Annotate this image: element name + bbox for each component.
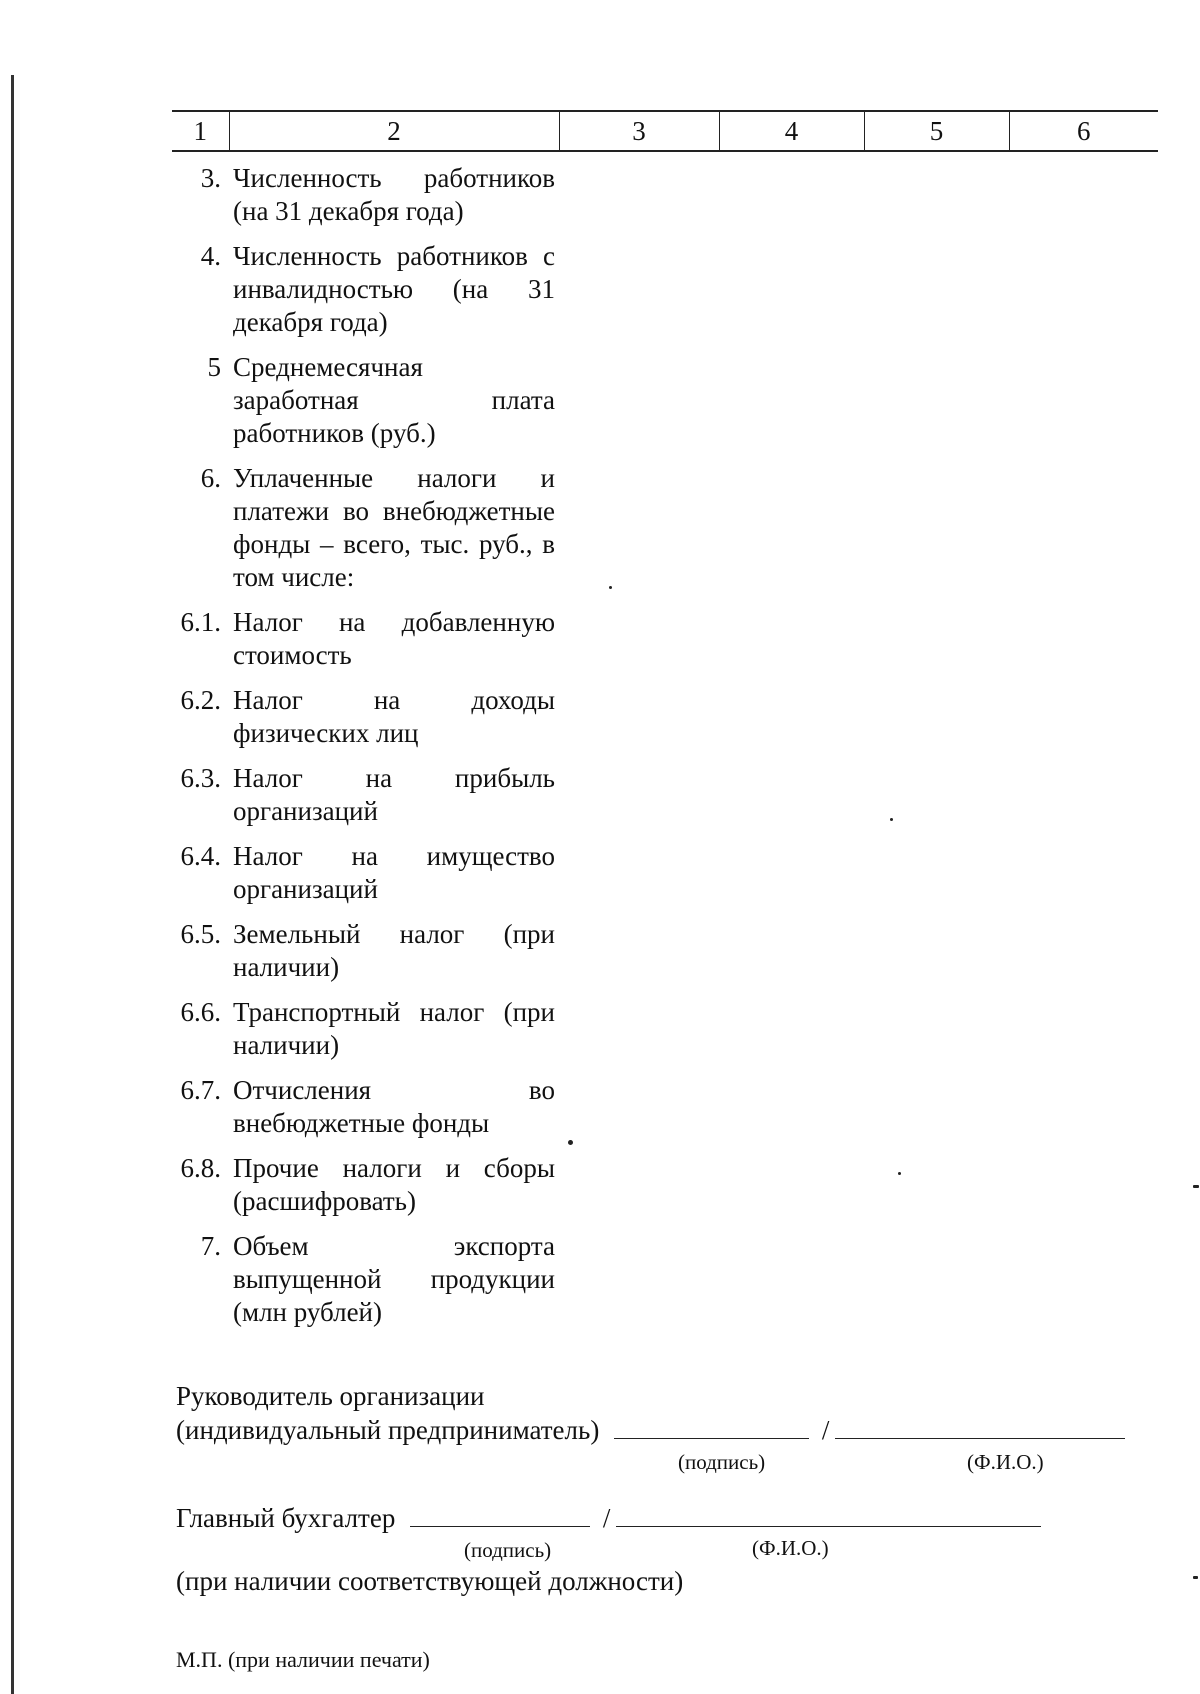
column-header-6: 6 xyxy=(1009,111,1158,151)
value-cell xyxy=(864,830,1009,908)
accountant-note: (при наличии соответствующей должности) xyxy=(176,1566,684,1596)
value-cell xyxy=(864,908,1009,986)
row-label: Налог на доходы физических лиц xyxy=(233,685,555,748)
row-number: 6.5. xyxy=(180,919,221,949)
row-number: 7. xyxy=(200,1231,221,1261)
value-cell xyxy=(559,674,719,752)
value-cell xyxy=(559,1064,719,1142)
value-cell xyxy=(559,596,719,674)
accountant-name-blank xyxy=(616,1502,1041,1527)
value-cell xyxy=(864,1220,1009,1331)
value-cell xyxy=(559,830,719,908)
value-cell xyxy=(864,151,1009,230)
scan-speck xyxy=(568,1140,573,1145)
row-number: 4. xyxy=(200,241,221,271)
value-cell xyxy=(719,341,864,452)
head-signature-blank xyxy=(614,1414,809,1439)
value-cell xyxy=(864,752,1009,830)
row-number: 6.6. xyxy=(180,997,221,1027)
value-cell xyxy=(864,1142,1009,1220)
indicators-table xyxy=(172,110,1158,1331)
value-cell xyxy=(559,341,719,452)
value-cell xyxy=(719,452,864,596)
value-cell xyxy=(719,1064,864,1142)
value-cell xyxy=(1009,1064,1158,1142)
table-row xyxy=(172,908,1158,986)
value-cell xyxy=(559,1142,719,1220)
table-row xyxy=(172,596,1158,674)
value-cell xyxy=(559,752,719,830)
value-cell xyxy=(1009,674,1158,752)
value-cell xyxy=(719,674,864,752)
table-header-row xyxy=(172,111,1158,151)
row-number: 6.1. xyxy=(180,607,221,637)
value-cell xyxy=(559,452,719,596)
row-label: Налог на имущество организаций xyxy=(233,841,555,904)
table-row xyxy=(172,752,1158,830)
value-cell xyxy=(719,151,864,230)
row-label: Отчисления во внебюджетные фонды xyxy=(233,1075,555,1138)
head-signature-line xyxy=(176,1414,1125,1446)
row-number: 5 xyxy=(207,352,221,382)
row-number: 3. xyxy=(200,163,221,193)
value-cell xyxy=(1009,908,1158,986)
row-number: 6.4. xyxy=(180,841,221,871)
value-cell xyxy=(719,1220,864,1331)
stamp-place: М.П. (при наличии печати) xyxy=(176,1647,430,1672)
value-cell xyxy=(559,1220,719,1331)
value-cell xyxy=(1009,230,1158,341)
value-cell xyxy=(1009,1142,1158,1220)
value-cell xyxy=(864,230,1009,341)
row-number: 6.7. xyxy=(180,1075,221,1105)
value-cell xyxy=(864,596,1009,674)
table-row xyxy=(172,830,1158,908)
row-label: Земельный налог (при наличии) xyxy=(233,919,555,982)
row-number: 6.8. xyxy=(180,1153,221,1183)
value-cell xyxy=(719,1142,864,1220)
accountant-signature-caption: (подпись) xyxy=(464,1538,552,1562)
row-label: Налог на прибыль организаций xyxy=(233,763,555,826)
row-label: Объем экспорта выпущенной продукции (млн рублей) xyxy=(233,1231,555,1327)
column-header-5: 5 xyxy=(864,111,1009,151)
head-title: Руководитель организации xyxy=(176,1381,485,1411)
value-cell xyxy=(719,830,864,908)
column-header-4: 4 xyxy=(719,111,864,151)
scan-speck xyxy=(1193,1576,1198,1579)
row-label: Уплаченные налоги и платежи во внебюджетные фонды – всего, тыс. руб., в том числе: xyxy=(233,463,555,592)
table-row xyxy=(172,986,1158,1064)
head-signature-caption: (подпись) xyxy=(678,1450,766,1474)
scan-edge-line xyxy=(11,75,14,1694)
table-row xyxy=(172,1142,1158,1220)
row-label: Прочие налоги и сборы (расшифровать) xyxy=(233,1153,555,1216)
table-row xyxy=(172,1220,1158,1331)
scan-speck xyxy=(890,818,893,821)
value-cell xyxy=(1009,986,1158,1064)
value-cell xyxy=(1009,830,1158,908)
column-header-1: 1 xyxy=(172,111,229,151)
row-number: 6. xyxy=(200,463,221,493)
value-cell xyxy=(1009,452,1158,596)
head-subtitle: (индивидуальный предприниматель) xyxy=(176,1415,600,1445)
value-cell xyxy=(1009,752,1158,830)
table-row xyxy=(172,230,1158,341)
value-cell xyxy=(1009,151,1158,230)
value-cell xyxy=(1009,1220,1158,1331)
value-cell xyxy=(559,986,719,1064)
row-label: Транспортный налог (при наличии) xyxy=(233,997,555,1060)
value-cell xyxy=(719,986,864,1064)
value-cell xyxy=(559,151,719,230)
row-number: 6.2. xyxy=(180,685,221,715)
row-label: Численность работников с инвалидностью (на 31 декабря года) xyxy=(233,241,555,337)
scan-speck xyxy=(898,1172,901,1175)
table-row xyxy=(172,674,1158,752)
table-row xyxy=(172,151,1158,230)
value-cell xyxy=(559,230,719,341)
head-name-caption: (Ф.И.О.) xyxy=(967,1450,1044,1474)
scan-speck xyxy=(609,586,612,589)
value-cell xyxy=(864,986,1009,1064)
row-label: Среднемесячная заработная плата работников (руб.) xyxy=(233,352,555,448)
value-cell xyxy=(864,452,1009,596)
slash-separator: / xyxy=(821,1415,830,1445)
accountant-signature-blank xyxy=(410,1502,590,1527)
column-header-3: 3 xyxy=(559,111,719,151)
value-cell xyxy=(864,341,1009,452)
table-row xyxy=(172,341,1158,452)
column-header-2: 2 xyxy=(229,111,559,151)
row-label: Численность работников (на 31 декабря года) xyxy=(233,163,555,226)
row-label: Налог на добавленную стоимость xyxy=(233,607,555,670)
row-number: 6.3. xyxy=(180,763,221,793)
head-name-blank xyxy=(835,1414,1125,1439)
accountant-title: Главный бухгалтер xyxy=(176,1503,396,1533)
table-row xyxy=(172,452,1158,596)
table-row xyxy=(172,1064,1158,1142)
value-cell xyxy=(719,596,864,674)
value-cell xyxy=(559,908,719,986)
value-cell xyxy=(1009,341,1158,452)
accountant-name-caption: (Ф.И.О.) xyxy=(752,1536,829,1560)
value-cell xyxy=(864,674,1009,752)
value-cell xyxy=(864,1064,1009,1142)
value-cell xyxy=(719,908,864,986)
value-cell xyxy=(1009,596,1158,674)
slash-separator: / xyxy=(602,1503,611,1533)
value-cell xyxy=(719,752,864,830)
value-cell xyxy=(719,230,864,341)
accountant-signature-line xyxy=(176,1502,1041,1534)
scan-speck xyxy=(1193,1185,1199,1188)
